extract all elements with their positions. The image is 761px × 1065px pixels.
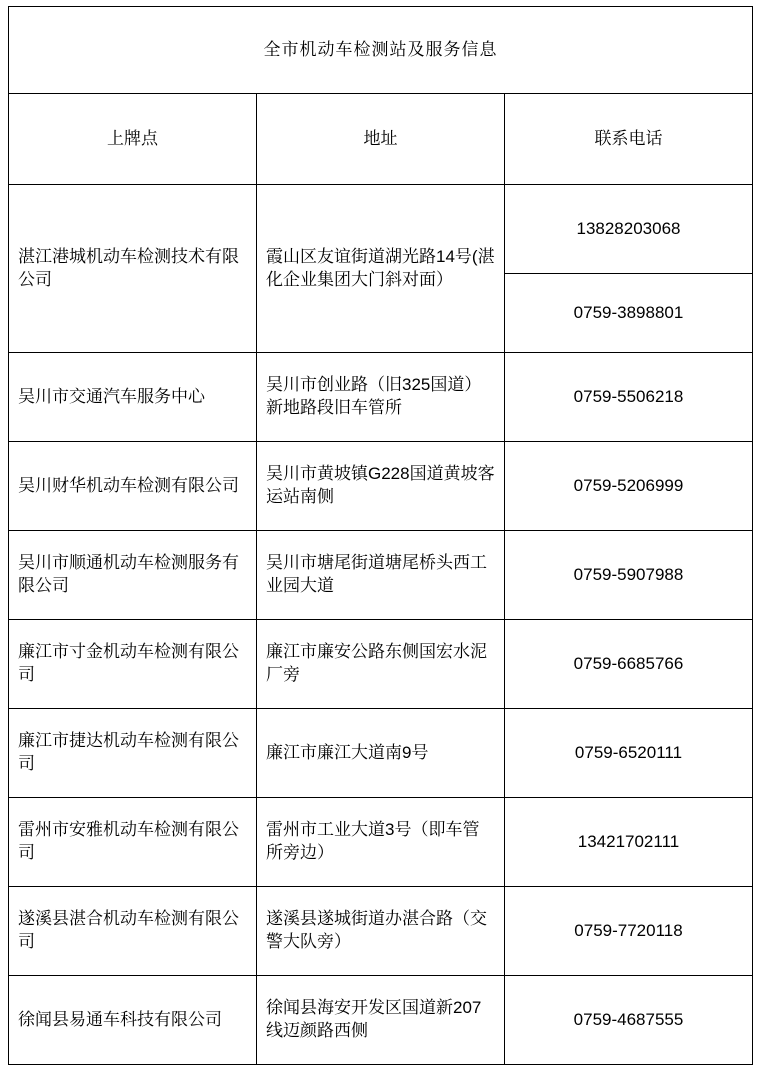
station-address: 霞山区友谊街道湖光路14号(湛化企业集团大门斜对面）: [257, 185, 505, 353]
table-row: [9, 353, 753, 442]
station-phone: 0759-5506218: [505, 353, 753, 442]
table-row: [9, 620, 753, 709]
station-phone: 0759-4687555: [505, 976, 753, 1065]
table-row: [9, 976, 753, 1065]
column-header-phone: 联系电话: [505, 94, 753, 185]
column-header-name: 上牌点: [9, 94, 257, 185]
station-address: 吴川市黄坡镇G228国道黄坡客运站南侧: [257, 442, 505, 531]
station-name: 吴川市交通汽车服务中心: [9, 353, 257, 442]
station-name: 雷州市安雅机动车检测有限公司: [9, 798, 257, 887]
table-row: [9, 531, 753, 620]
table-row: [9, 185, 753, 274]
table-row: [9, 798, 753, 887]
inspection-station-table: [8, 6, 753, 1065]
station-name: 吴川市顺通机动车检测服务有限公司: [9, 531, 257, 620]
station-name: 湛江港城机动车检测技术有限公司: [9, 185, 257, 353]
table-title-row: [9, 7, 753, 94]
station-phone: 0759-5206999: [505, 442, 753, 531]
station-phone: 0759-5907988: [505, 531, 753, 620]
station-phone: 13828203068: [505, 185, 753, 274]
page-title: 全市机动车检测站及服务信息: [9, 7, 753, 94]
table-row: [9, 442, 753, 531]
station-name: 廉江市捷达机动车检测有限公司: [9, 709, 257, 798]
station-address: 徐闻县海安开发区国道新207线迈颜路西侧: [257, 976, 505, 1065]
station-address: 吴川市塘尾街道塘尾桥头西工业园大道: [257, 531, 505, 620]
station-address: 廉江市廉江大道南9号: [257, 709, 505, 798]
station-name: 廉江市寸金机动车检测有限公司: [9, 620, 257, 709]
column-header-address: 地址: [257, 94, 505, 185]
station-address: 雷州市工业大道3号（即车管所旁边）: [257, 798, 505, 887]
station-name: 徐闻县易通车科技有限公司: [9, 976, 257, 1065]
table-header-row: [9, 94, 753, 185]
station-phone: 0759-6685766: [505, 620, 753, 709]
station-address: 吴川市创业路（旧325国道）新地路段旧车管所: [257, 353, 505, 442]
station-phone: 0759-7720118: [505, 887, 753, 976]
table-row: [9, 887, 753, 976]
station-address: 遂溪县遂城街道办湛合路（交警大队旁）: [257, 887, 505, 976]
station-name: 遂溪县湛合机动车检测有限公司: [9, 887, 257, 976]
station-phone: 0759-6520111: [505, 709, 753, 798]
station-address: 廉江市廉安公路东侧国宏水泥厂旁: [257, 620, 505, 709]
station-phone-secondary: 0759-3898801: [505, 274, 753, 353]
station-phone: 13421702111: [505, 798, 753, 887]
station-name: 吴川财华机动车检测有限公司: [9, 442, 257, 531]
table-row: [9, 709, 753, 798]
